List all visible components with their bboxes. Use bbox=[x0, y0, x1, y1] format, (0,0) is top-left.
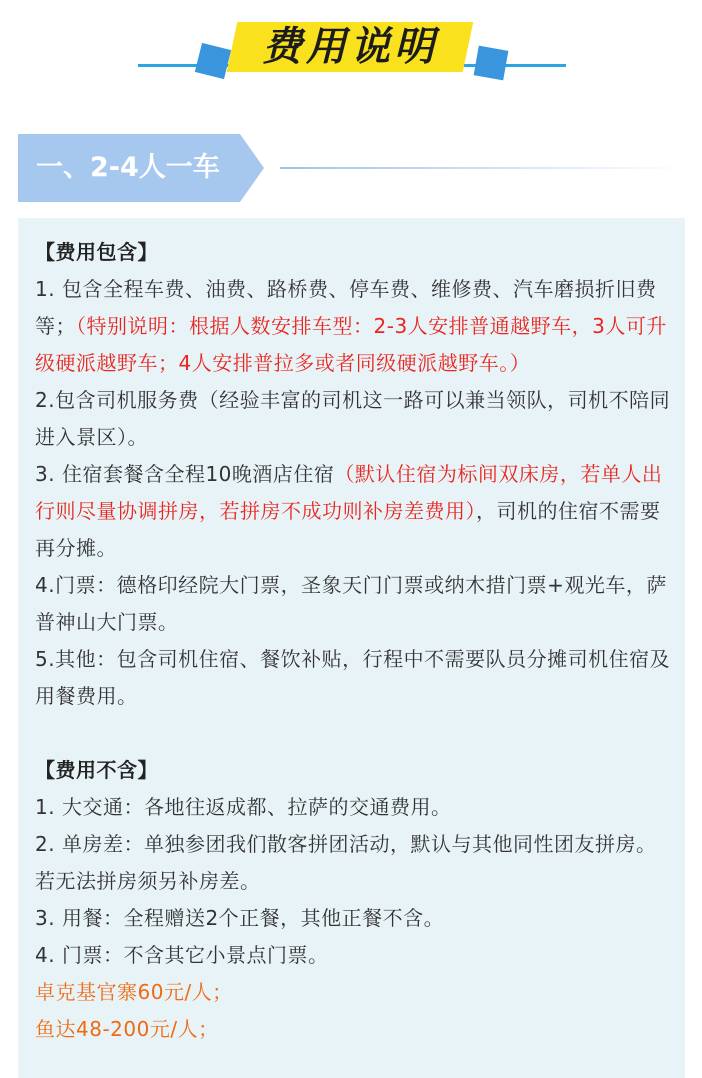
fee-content bbox=[35, 234, 675, 1048]
included-item-2: 2.包含司机服务费（经验丰富的司机这一路可以兼当领队，司机不陪同进入景区）。 bbox=[35, 388, 671, 449]
section-title: 一、2-4人一车 bbox=[36, 152, 220, 183]
included-item-1 bbox=[35, 271, 675, 382]
right-decor-square bbox=[474, 46, 509, 81]
left-decor-square bbox=[195, 43, 231, 79]
spacer bbox=[35, 715, 675, 752]
excluded-item-2: 2. 单房差：单独参团我们散客拼团活动，默认与其他同性团友拼房。若无法拼房须另补房差。 bbox=[35, 832, 657, 893]
included-item-3-tail: ，司机的住宿不需要再分摊。 bbox=[35, 499, 661, 560]
excluded-item-4: 4. 门票：不含其它小景点门票。 bbox=[35, 943, 329, 967]
included-item-1-text: 1. 包含全程车费、油费、路桥费、停车费、维修费、汽车磨损折旧费等； bbox=[35, 277, 657, 338]
included-item-1-note: （特别说明：根据人数安排车型：2-3人安排普通越野车，3人可升级硬派越野车；4人安排普拉多或者同级硬派越野车。） bbox=[35, 314, 667, 375]
page-title: 费用说明 bbox=[262, 24, 438, 70]
excluded-item-3: 3. 用餐：全程赠送2个正餐，其他正餐不含。 bbox=[35, 906, 445, 930]
ticket-price-2: 鱼达48-200元/人； bbox=[35, 1017, 219, 1041]
section-header bbox=[18, 134, 685, 202]
included-heading: 【费用包含】 bbox=[35, 240, 158, 264]
fee-content-panel bbox=[18, 218, 685, 1078]
included-item-5: 5.其他：包含司机住宿、餐饮补贴，行程中不需要队员分摊司机住宿及用餐费用。 bbox=[35, 647, 671, 708]
excluded-item-1: 1. 大交通：各地往返成都、拉萨的交通费用。 bbox=[35, 795, 452, 819]
included-item-3-text: 3. 住宿套餐含全程10晚酒店住宿 bbox=[35, 462, 335, 486]
excluded-heading: 【费用不含】 bbox=[35, 758, 158, 782]
section-divider bbox=[280, 167, 685, 169]
included-item-4: 4.门票：德格印经院大门票，圣象天门门票或纳木措门票+观光车，萨普神山大门票。 bbox=[35, 573, 667, 634]
included-item-3 bbox=[35, 456, 675, 567]
title-banner bbox=[0, 0, 702, 100]
included-item-3-note: （默认住宿为标间双床房，若单人出行则尽量协调拼房，若拼房不成功则补房差费用） bbox=[35, 462, 663, 523]
ticket-price-1: 卓克基官寨60元/人； bbox=[35, 980, 233, 1004]
